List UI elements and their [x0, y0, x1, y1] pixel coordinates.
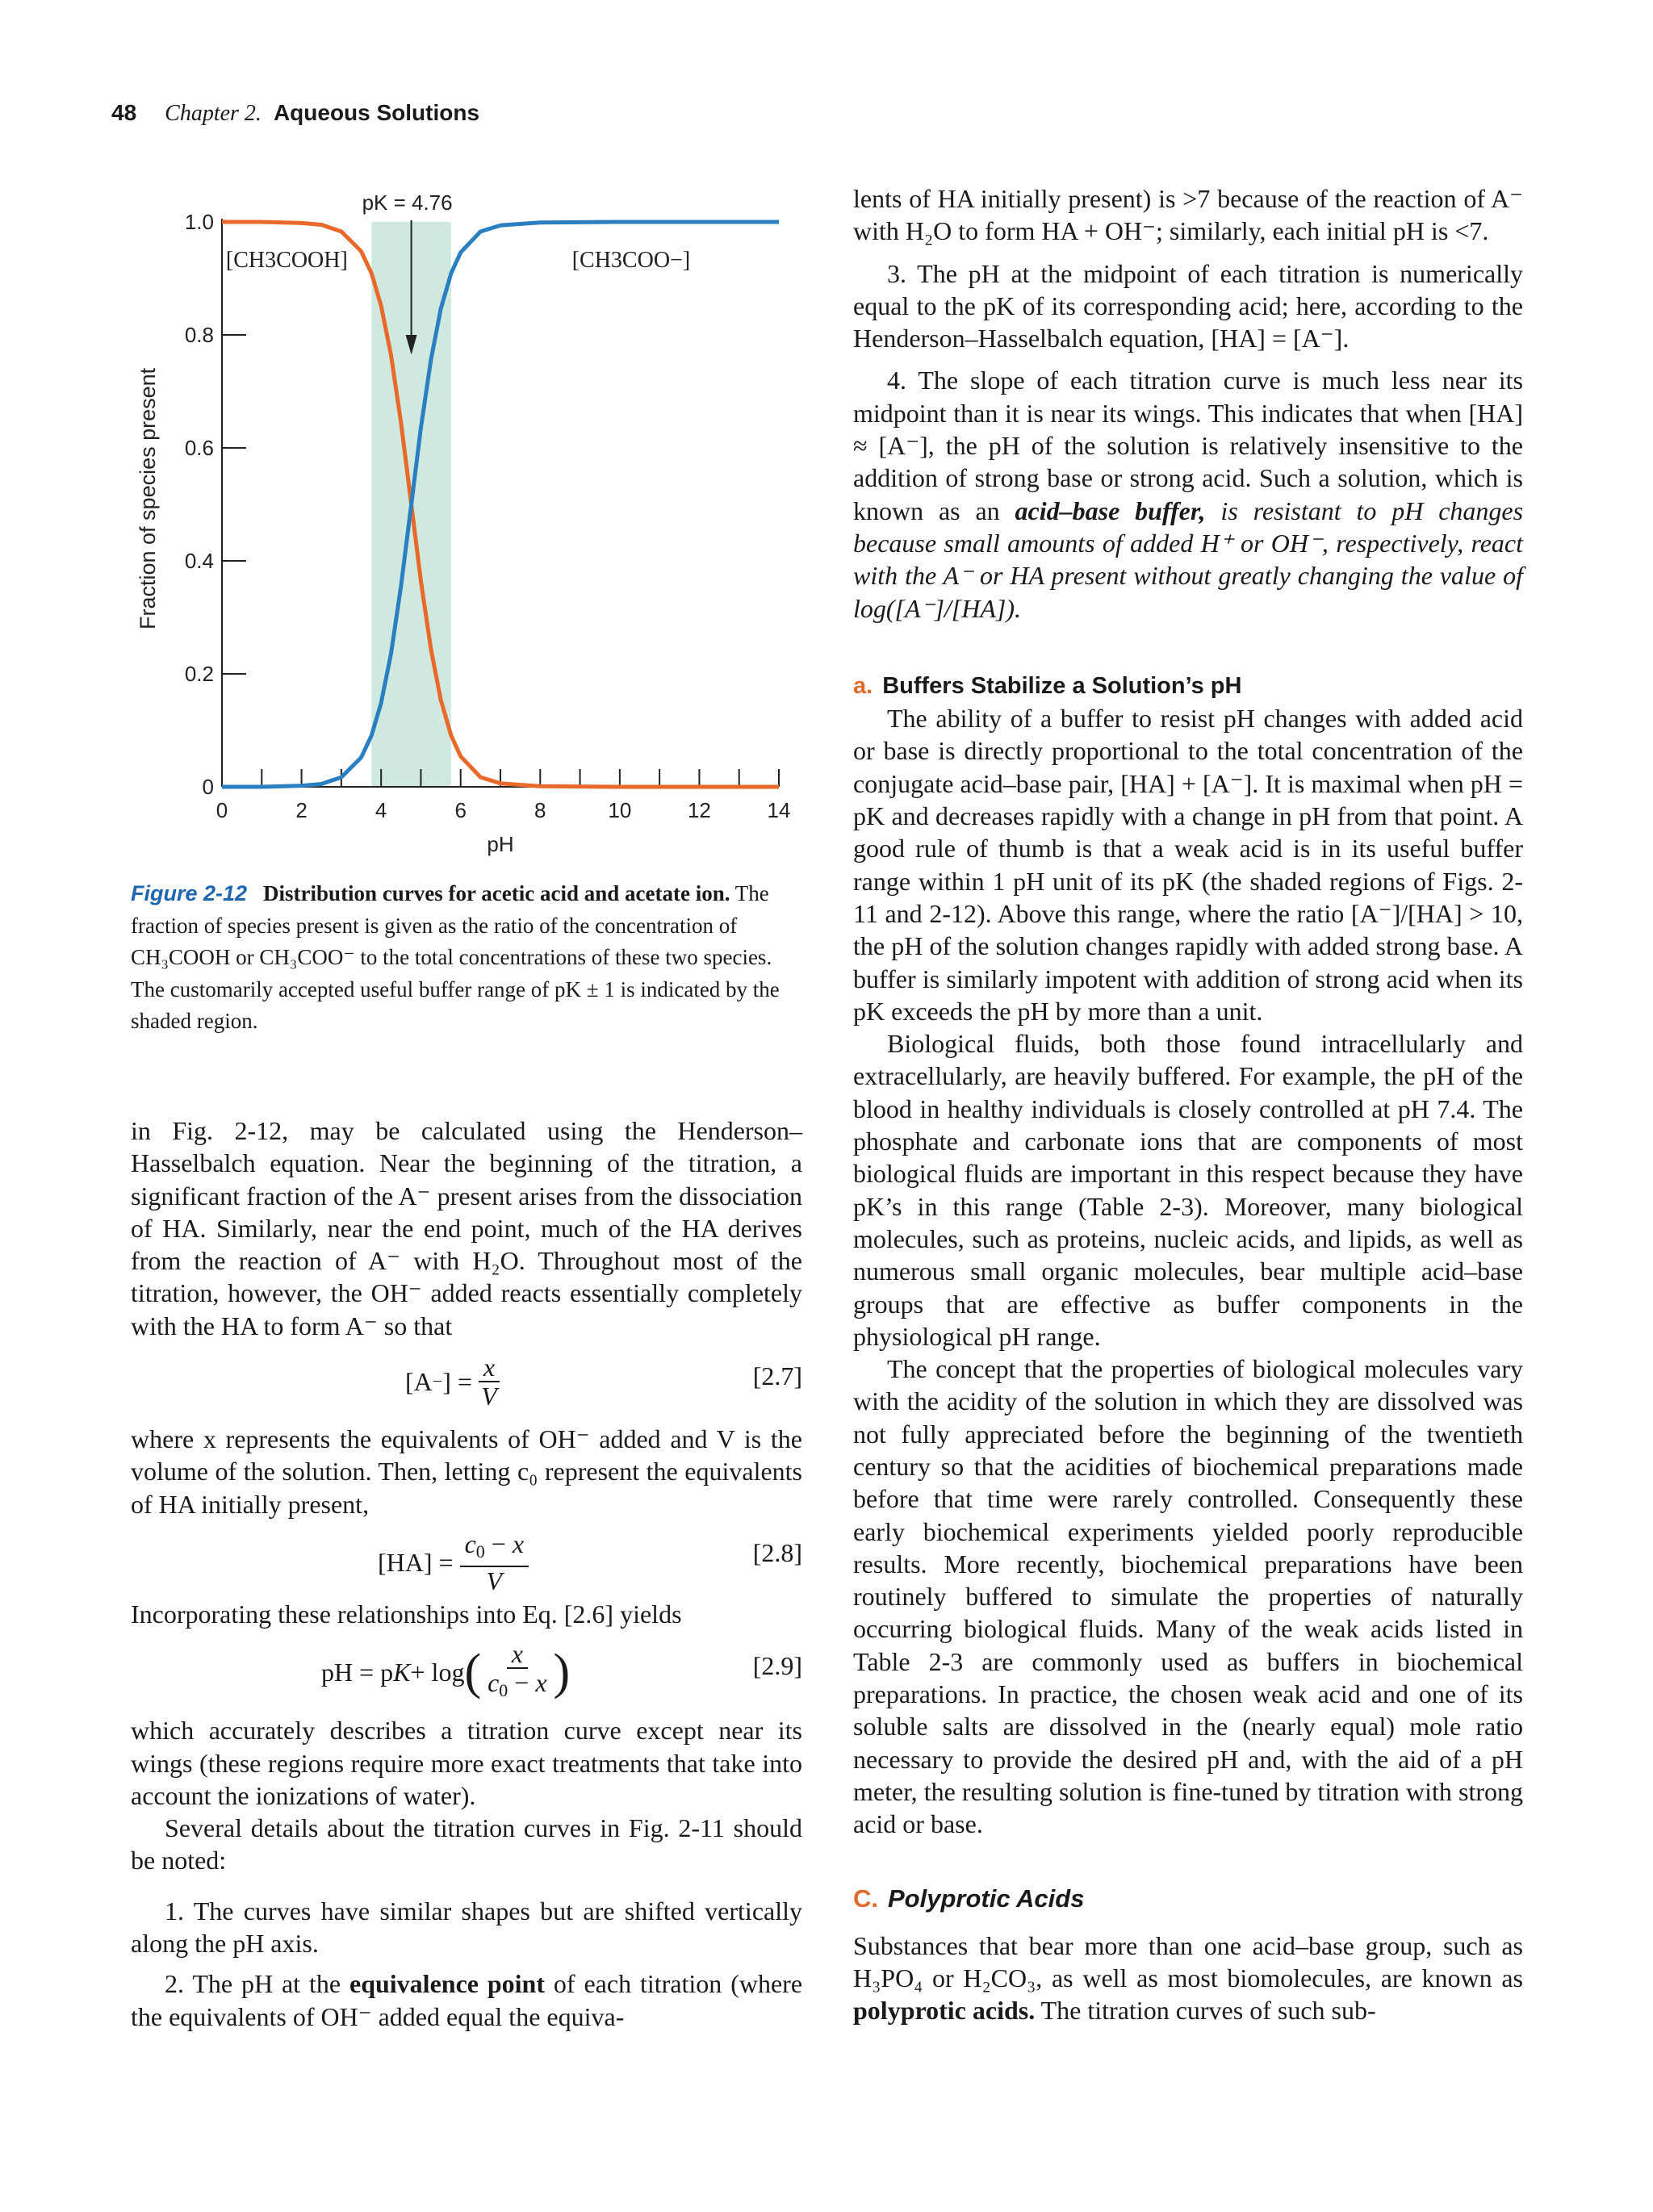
paragraph: The concept that the properties of biological molecules vary with the acidity of the solution in which they are dissolved was not fully appreciated before the beginning of the twentieth century so that the acidities of biochemical preparations made before that time were rarely controlled. Consequently these early biochemical experiments yielded poorly reproducible results. More recently, biochemical preparations have been routinely buffered to simulate the properties of naturally occurring biological fluids. Many of the weak acids listed in Table 2-3 are commonly used as buffers in biochemical preparations. In practice, the chosen weak acid and one of its soluble salts are dissolved in the (nearly equal) mole ratio necessary to provide the desired pH and, with the aid of a pH meter, the resulting solution is fine-tuned by titration with strong acid or base. [853, 1354, 1523, 1839]
x-tick-label: 6 [454, 798, 467, 822]
x-tick-label: 14 [767, 798, 791, 822]
right-column [853, 182, 1523, 2027]
x-tick-label: 12 [687, 798, 711, 822]
distribution-chart [137, 174, 807, 859]
figure-number: Figure 2-12 [131, 881, 248, 905]
pk-label: pK = 4.76 [362, 190, 453, 215]
paragraph: in Fig. 2-12, may be calculated using the Henderson–Hasselbalch equation. Near the beginning of the titration, a significant fraction of the A⁻ present arises from the dissociation of HA. Similarly, near the end point, much of the HA derives from the reaction of A⁻ with H₂O. Throughout most of the titration, however, the OH⁻ added reacts essentially completely with the HA to form A⁻ so that [131, 1116, 802, 1340]
x-tick-label: 4 [375, 798, 387, 822]
paragraph: Substances that bear more than one acid–base group, such as H₃PO₄ or H₂CO₃, as well as most biomolecules, are known as polyprotic acids. The titration curves of such sub- [853, 1930, 1523, 2026]
y-tick-label: 0.4 [184, 549, 214, 573]
left-column [131, 1114, 802, 2033]
equation-2-7: [A − ] = $\frac{x}{V}$ [2.7] [405, 1353, 802, 1411]
x-tick-label: 8 [534, 798, 546, 822]
equation-number: [2.9] [752, 1651, 802, 1681]
list-item: 4. The slope of each titration curve is much less near its midpoint than it is near its wings. This indicates that when [HA] ≈ [A⁻], the pH of the solution is relatively insensitive to the addition of strong base or strong acid. Such a solution, which is known as an acid–base buffer, is resistant to pH changes because small amounts of added H⁺ or OH⁻, respectively, react with the A⁻ or HA present without greatly changing the value of log([A⁻]/[HA]). [853, 366, 1524, 623]
chapter-title: Aqueous Solutions [273, 100, 480, 125]
paragraph: Biological fluids, both those found intracellularly and extracellularly, are heavily buffered. For example, the pH of the blood in healthy individuals is closely controlled at pH 7.4. The phosphate and carbonate ions that are components of most biological fluids are important in this respect because they have pK’s in this range (Table 2-3). Moreover, many biological molecules, such as proteins, nucleic acids, and lipids, as well as numerous small organic molecules, bear multiple acid–base groups that are effective as buffer components in the physiological pH range. [853, 1029, 1523, 1351]
figure-caption [131, 878, 809, 1038]
section-heading-a: a. Buffers Stabilize a Solution’s pH [853, 672, 1242, 699]
page-header [111, 100, 479, 127]
y-tick-label: 0.6 [184, 436, 214, 460]
list-item: 1. The curves have similar shapes but are shifted vertically along the pH axis. [131, 1896, 802, 1959]
y-tick-label: 0.2 [184, 662, 214, 686]
paragraph: Incorporating these relationships into Eq. [2.6] yields [131, 1599, 682, 1629]
x-tick-label: 0 [216, 798, 228, 822]
figure-title: Distribution curves for acetic acid and acetate ion. [263, 881, 730, 905]
equation-2-9: pH = p K + log ( $\frac{x}{c_0 - x}$ ) [2.9] [321, 1639, 802, 1701]
y-axis-label: Fraction of species present [136, 367, 160, 629]
acid-series-line [222, 222, 779, 787]
figure-caption-body: The fraction of species present is given as the ratio of the concentration of CH₃COOH or CH₃COO⁻ to the total concentrations of these two species. The customarily accepted useful buffer range of pK ± 1 is indicated by the shaded region. [131, 881, 780, 1033]
list-item: 2. The pH at the equivalence point of each titration (where the equivalents of OH⁻ added equal the equiva- [131, 1969, 803, 2031]
x-axis-label: pH [487, 832, 514, 856]
chapter-label: Chapter 2. [165, 101, 262, 126]
y-tick-label: 0.8 [184, 323, 214, 347]
acid-series-label: [CH3COOH] [225, 248, 348, 273]
page-number: 48 [111, 100, 137, 125]
paragraph: Several details about the titration curves in Fig. 2-11 should be noted: [131, 1813, 802, 1875]
equation-2-8: [HA] = $\frac{c_0 - x}{V}$ [2.8] [378, 1528, 802, 1595]
paragraph: The ability of a buffer to resist pH changes with added acid or base is directly proportional to the total concentration of the conjugate acid–base pair, [HA] + [A⁻]. It is maximal when pH = pK and decreases rapidly with a change in pH from that point. A good rule of thumb is that a weak acid is in its useful buffer range within 1 pH unit of its pK (the shaded regions of Figs. 2-11 and 2-12). Above this range, where the ratio [A⁻]/[HA] > 10, the pH of the solution changes rapidly with added strong base. A buffer is similarly impotent with addition of strong acid when its pK exceeds the pH by more than a unit. [853, 704, 1523, 1026]
list-item: 3. The pH at the midpoint of each titration is numerically equal to the pK of its corresponding acid; here, according to the Henderson–Hasselbalch equation, [HA] = [A⁻]. [853, 258, 1523, 353]
paragraph: where x represents the equivalents of OH⁻ added and V is the volume of the solution. Then, letting c₀ represent the equivalents of HA initially present, [131, 1424, 802, 1519]
x-tick-label: 10 [608, 798, 632, 822]
y-tick-label: 0 [202, 775, 214, 799]
x-tick-label: 2 [295, 798, 308, 822]
equation-number: [2.8] [752, 1537, 802, 1567]
base-series-label: [CH3COO−] [571, 248, 691, 273]
paragraph: which accurately describes a titration curve except near its wings (these regions require more exact treatments that take into account the ionizations of water). [131, 1716, 802, 1810]
paragraph: lents of HA initially present) is >7 because of the reaction of A⁻ with H₂O to form HA + OH⁻; similarly, each initial pH is <7. [853, 184, 1523, 246]
base-series-line [222, 222, 779, 787]
equation-number: [2.7] [752, 1361, 802, 1391]
y-tick-label: 1.0 [184, 210, 214, 234]
section-heading-c: C. Polyprotic Acids [853, 1884, 1085, 1913]
